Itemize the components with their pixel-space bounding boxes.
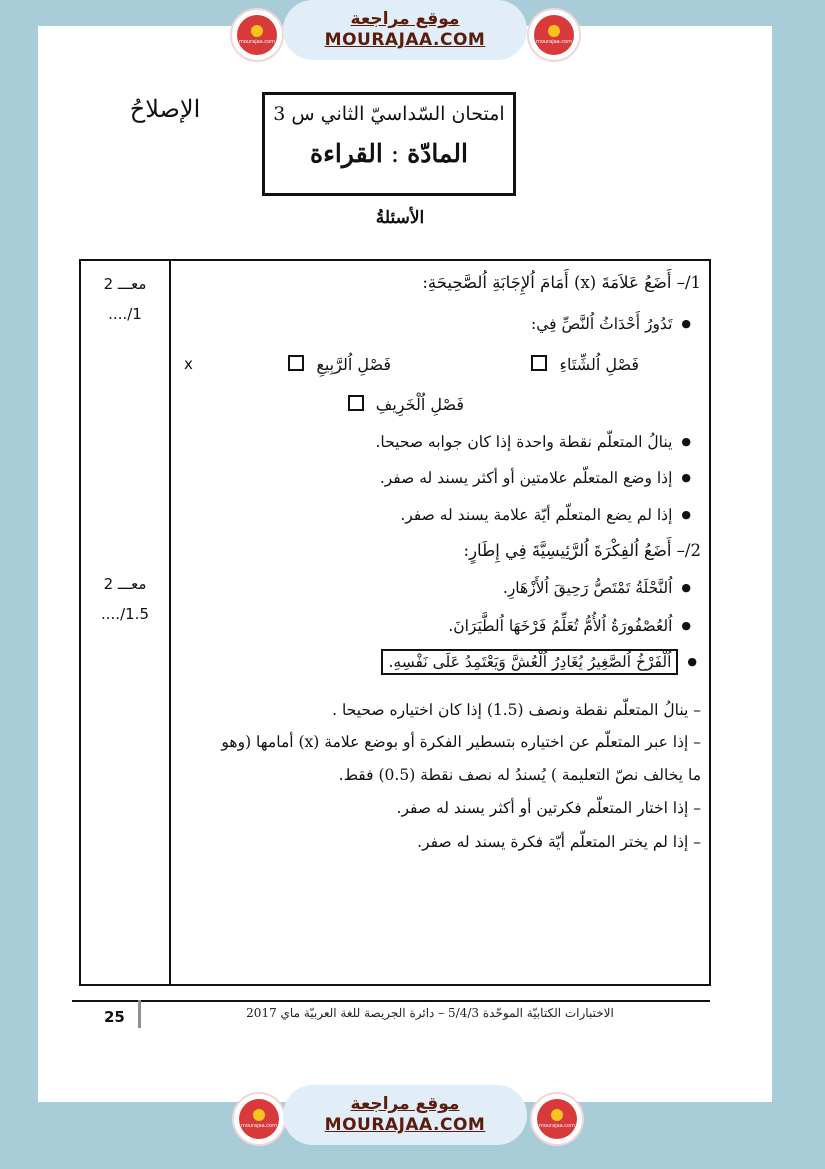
site-name-arabic[interactable]: موقع مراجعة	[350, 9, 460, 29]
site-logo-left-bottom: mourajaa.com	[232, 1092, 286, 1146]
q1-grading-3: ● إذا لم يضع المتعلّم أيّة علامة يسند له صفر.	[400, 506, 691, 524]
q1-prompt: 1/– أَضَعُ عَلاَمَةَ (x) أَمَامَ اُلإِجَابَةِ اُلصَّحِيحَةِ:	[422, 273, 701, 292]
checkbox-icon	[288, 355, 304, 371]
site-banner-top[interactable]	[283, 0, 527, 60]
q2-grading-3: ما يخالف نصّ التعليمة ) يُسندُ له نصف نقطة (0.5) فقط.	[338, 766, 701, 784]
q2-grading-5: – إذا لم يختر المتعلّم أيّة فكرة يسند له صفر.	[417, 833, 701, 851]
site-logo-left: mourajaa.com	[230, 8, 284, 62]
q2-item-1[interactable]: ● اُلنَّحْلَةُ تَمْتَصُّ رَحِيقَ اُلأَزْهَارِ.	[503, 579, 691, 597]
q2-item-3-boxed: اُلْفَرْخُ اُلصَّغِيرُ يُغَادِرُ اُلْعُشَّ وَيَعْتَمِدُ عَلَى نَفْسِهِ.	[381, 649, 678, 675]
column-divider	[169, 261, 171, 984]
score-label: معـــ 2	[103, 275, 147, 293]
q2-grading-4: – إذا اختار المتعلّم فكرتين أو أكثر يسند له صفر.	[396, 799, 701, 817]
q1-option-autumn[interactable]	[348, 395, 464, 414]
check-mark-x: x	[184, 355, 193, 373]
q2-item-3-row[interactable]	[381, 649, 697, 675]
subject-value: القراءة	[309, 139, 383, 168]
q2-prompt: 2/– أَضَعُ اُلفِكْرَةَ اُلرَّئِيسِيَّةَ فِي إِطَارٍ:	[463, 541, 701, 560]
option-label: فَصْلِ اُلرَّبِيعِ	[316, 355, 391, 374]
page-number: 25	[104, 1008, 125, 1026]
q1-grading-2: ● إذا وضع المتعلّم علامتين أو أكثر يسند له صفر.	[380, 469, 691, 487]
q2-grading-1: – ينالُ المتعلّم نقطة ونصف (1.5) إذا كان اختياره صحيحا .	[332, 701, 701, 719]
score-value: ..../1	[108, 305, 142, 323]
exam-title: امتحان السّداسيّ الثاني س 3	[273, 103, 505, 125]
site-name-latin[interactable]: MOURAJAA.COM	[324, 1115, 486, 1135]
site-logo-right-bottom: mourajaa.com	[530, 1092, 584, 1146]
score-q2	[81, 569, 169, 629]
q2-grading-2: – إذا عبر المتعلّم عن اختياره بتسطير الفكرة أو بوضع علامة (x) أمامها (وهو	[221, 733, 701, 751]
subject-label: المادّة	[407, 139, 468, 168]
questions-heading: الأسئلةُ	[375, 208, 425, 228]
footer-rule	[72, 1000, 710, 1002]
q2-item-2[interactable]: ● اُلعُصْفُورَةُ اُلأُمُّ تُعَلِّمُ فَرْخَهَا اُلطَّيَرَانَ.	[448, 617, 691, 635]
questions-table	[79, 259, 711, 986]
site-name-arabic[interactable]: موقع مراجعة	[350, 1094, 460, 1114]
site-banner-bottom[interactable]	[283, 1085, 527, 1145]
site-name-latin[interactable]: MOURAJAA.COM	[324, 30, 486, 50]
checkbox-icon	[531, 355, 547, 371]
exam-title-box	[262, 92, 516, 196]
q1-grading-1: ● ينالُ المتعلّم نقطة واحدة إذا كان جوابه صحيحا.	[376, 433, 692, 451]
site-logo-right: mourajaa.com	[527, 8, 581, 62]
option-label: فَصْلِ اُلْخَرِيفِ	[375, 395, 464, 414]
checkbox-icon	[348, 395, 364, 411]
footer-divider	[138, 1000, 141, 1028]
score-q1	[81, 269, 169, 329]
correction-label: الإصلاحُ	[129, 95, 201, 123]
subject-line: المادّة : القراءة	[309, 139, 468, 168]
score-label: معـــ 2	[103, 575, 147, 593]
score-value: ..../1.5	[101, 605, 149, 623]
footer-text: الاختبارات الكتابيّة الموحّدة 5/4/3 – دائرة الجريصة للغة العربيّة ماي 2017	[246, 1006, 614, 1020]
q1-option-winter[interactable]	[531, 355, 639, 374]
q1-stem: ● تَدُورُ أَحْدَاثُ اُلنَّصِّ فِي:	[531, 315, 691, 333]
option-label: فَصْلِ اُلشِّتَاءِ	[559, 355, 639, 374]
q1-option-spring[interactable]	[288, 355, 391, 374]
